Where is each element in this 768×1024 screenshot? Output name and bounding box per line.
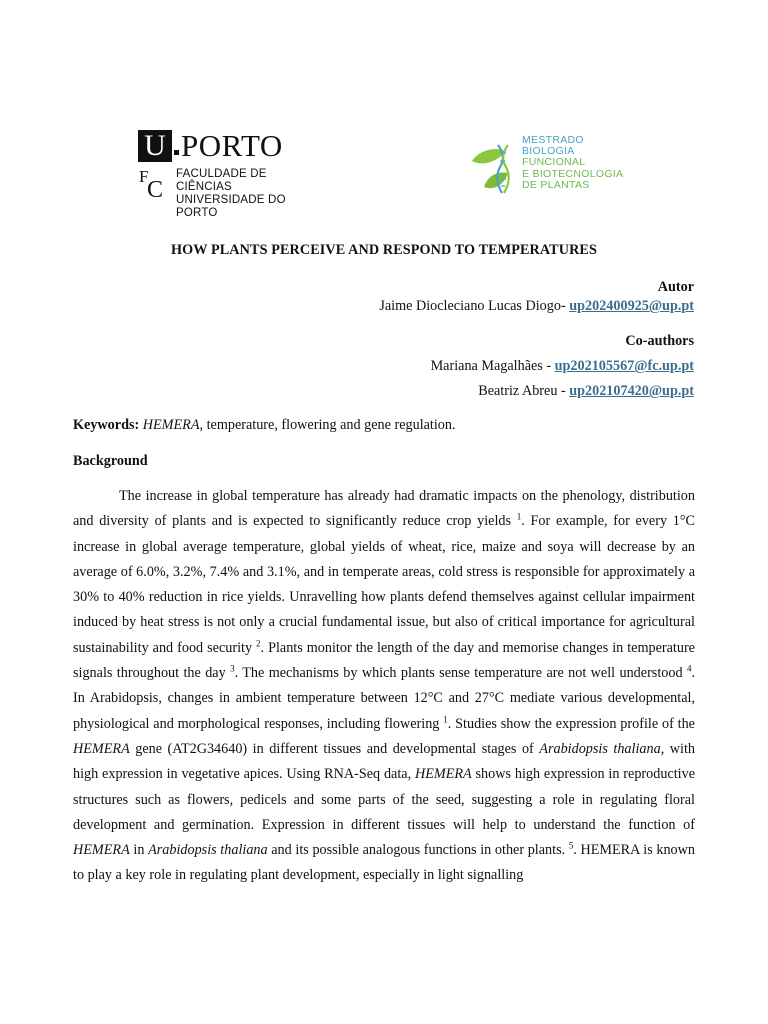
coauthor-email-link[interactable]: up202105567@fc.up.pt — [554, 358, 694, 374]
text-run: . HEMERA is known to play a key role in regulating plant development, especially in light signalling — [73, 842, 695, 884]
uporto-logo — [138, 128, 308, 219]
text-run: . The mechanisms by which plants sense temperature are not well understood — [234, 665, 687, 682]
uporto-u-mark: U — [138, 130, 172, 162]
author-email-link[interactable]: up202400925@up.pt — [569, 298, 694, 314]
species-name: Arabidopsis thaliana — [148, 842, 268, 859]
author-line — [379, 298, 694, 315]
text-run: . In Arabidopsis, changes in ambient temperature between 12°C and 27°C mediate various developmental, physiological and morphological responses, including flowering — [73, 665, 695, 732]
text-run: , with high expression in vegetative apices. Using RNA-Seq data, — [73, 740, 695, 783]
text-run: shows high expression in reproductive structures such as flowers, pedicels and some parts of the seed, suggesting a role in regulating floral development and germination. Expression in different tissues will help to understand the function of — [73, 766, 695, 833]
text-run: and its possible analogous functions in other plants. — [267, 842, 569, 859]
text-run: . Studies show the expression profile of the — [447, 715, 695, 732]
fc-monogram-icon — [138, 166, 170, 200]
master-line-3: FUNCIONAL — [522, 156, 586, 169]
master-programme-logo — [470, 133, 630, 197]
document-title: HOW PLANTS PERCEIVE AND RESPOND TO TEMPERATURES — [171, 242, 597, 258]
gene-name: HEMERA — [73, 842, 130, 859]
citation-ref: 4 — [686, 663, 692, 674]
citation-ref: 2 — [256, 638, 261, 649]
uporto-dot — [174, 150, 179, 155]
keywords-line — [73, 417, 456, 434]
species-name: Arabidopsis thaliana — [539, 740, 661, 757]
master-line-5: DE PLANTAS — [522, 178, 590, 191]
author-heading: Autor — [657, 279, 694, 295]
section-heading-background: Background — [73, 453, 148, 469]
text-run: . Plants monitor the length of the day and memorise changes in temperature signals throughout the day — [73, 639, 695, 682]
citation-ref: 1 — [443, 713, 448, 724]
svg-text:C: C — [147, 177, 164, 200]
coauthor-name: Mariana Magalhães - — [430, 358, 555, 374]
text-run: . For example, for every 1°C increase in global average temperature, global yields of wheat, rice, maize and soya will decrease by an average of 6.0%, 3.2%, 7.4% and 3.1%, and in temperate areas, cold stress is responsible for approximately a 30% to 40% reduction in rice yields. Unravelling how plants defend themselves against cellular impairment induced by heat stress is not only a crucial fundamental issue, but also of critical importance for agricultural sustainability and food security — [73, 513, 696, 656]
coauthor-line — [431, 358, 694, 375]
author-name: Jaime Diocleciano Lucas Diogo- — [379, 298, 566, 314]
background-paragraph — [73, 484, 695, 889]
gene-name: HEMERA — [73, 740, 130, 757]
citation-ref: 1 — [516, 511, 522, 522]
keyword-hemera: HEMERA — [142, 417, 200, 433]
keywords-rest: , temperature, flowering and gene regulation. — [199, 417, 456, 433]
master-line-2: BIOLOGIA — [522, 145, 575, 158]
svg-text:F: F — [139, 167, 149, 186]
text-run: in — [129, 842, 149, 859]
master-line-1: MESTRADO — [522, 134, 584, 146]
coauthors-heading: Co-authors — [625, 333, 694, 349]
leaf-dna-icon — [470, 143, 520, 195]
coauthor-line — [478, 383, 694, 400]
citation-ref: 3 — [230, 663, 235, 674]
text-run: The increase in global temperature has already had dramatic impacts on the phenology, distribution and diversity of plants and is expected to significantly reduce crop yields — [73, 488, 695, 530]
master-line-4: E BIOTECNOLOGIA — [522, 167, 624, 180]
uporto-wordmark: PORTO — [181, 128, 283, 163]
university-name: UNIVERSIDADE DO PORTO — [176, 194, 286, 219]
keywords-label: Keywords: — [73, 417, 140, 433]
gene-name: HEMERA — [414, 766, 472, 783]
faculty-name: FACULDADE DE CIÊNCIAS — [176, 168, 267, 193]
citation-ref: 5 — [568, 840, 574, 851]
text-run: gene (AT2G34640) in different tissues and developmental stages of — [129, 740, 540, 757]
coauthor-email-link[interactable]: up202107420@up.pt — [569, 383, 694, 399]
coauthor-name: Beatriz Abreu - — [478, 383, 570, 399]
